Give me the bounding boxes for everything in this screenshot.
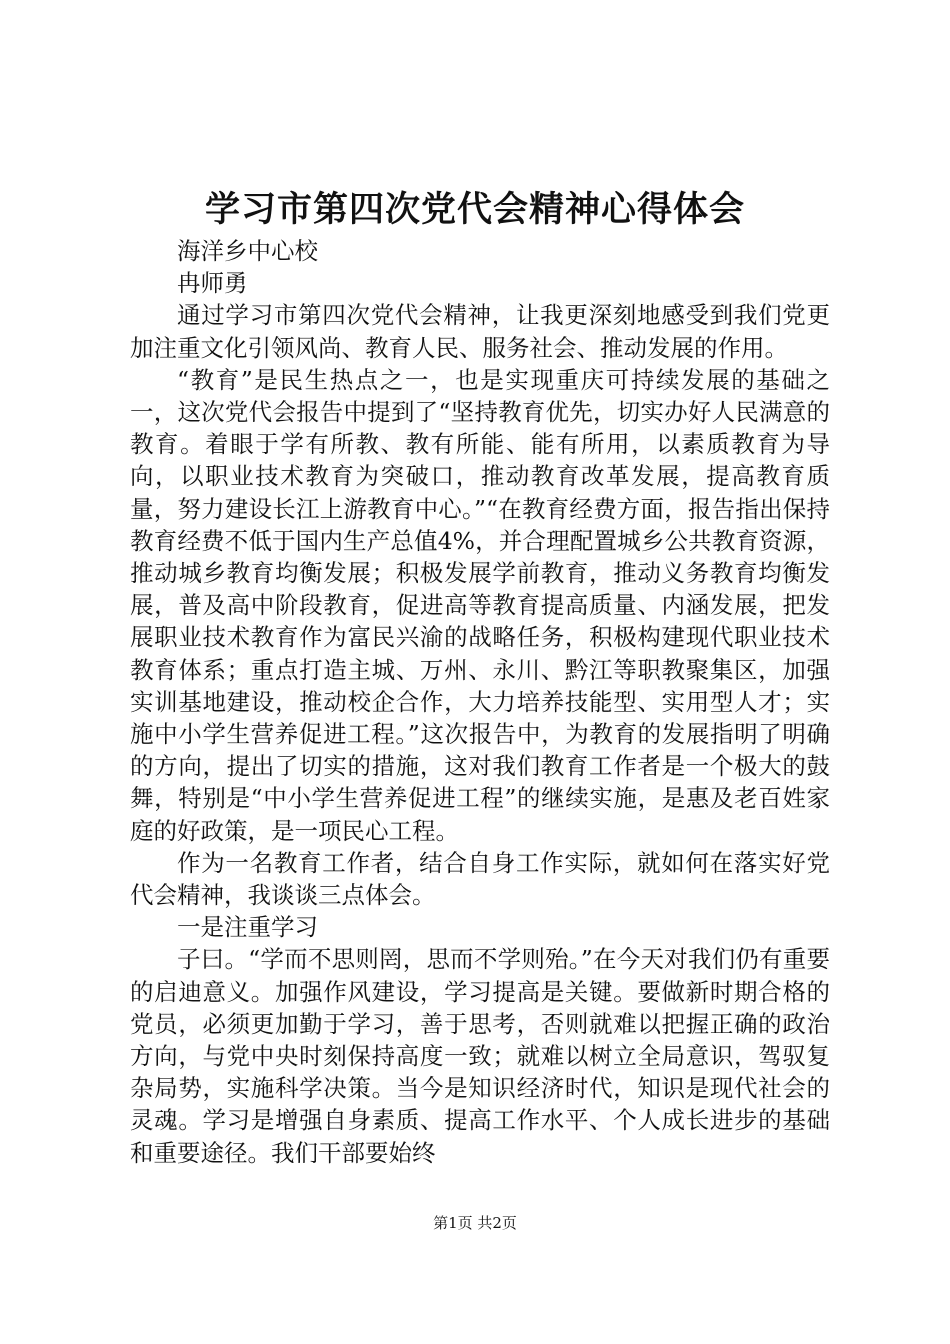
page-footer: 第1页 共2页 xyxy=(433,1214,517,1232)
author-name: 冉师勇 xyxy=(177,269,248,298)
paragraph-4: 子曰。“学而不思则罔，思而不学则殆。”在今天对我们仍有重要的启迪意义。加强作风建设，学习提高是关键。要做新时期合格的党员，必须更加勤于学习，善于思考，否则就难以把握正确的政治方向，与党中央时刻保持高度一致；就难以树立全局意识，驾驭复杂局势，实施科学决策。当今是知识经济时代，知识是现代社会的灵魂。学习是增强自身素质、提高工作水平、个人成长进步的基础和重要途径。我们干部要始终 xyxy=(130,945,830,1167)
document-body xyxy=(130,205,830,1169)
section-heading-1: 一是注重学习 xyxy=(177,913,318,942)
paragraph-3: 作为一名教育工作者，结合自身工作实际，就如何在落实好党代会精神，我谈谈三点体会。 xyxy=(130,848,830,910)
school-name: 海洋乡中心校 xyxy=(177,237,318,265)
paragraph-2: “教育”是民生热点之一，也是实现重庆可持续发展的基础之一，这次党代会报告中提到了“坚持教育优先，切实办好人民满意的教育。着眼于学有所教、教有所能、能有所用，以素质教育为导向，以职业技术教育为突破口，推动教育改革发展，提高教育质量，努力建设长江上游教育中心。”“在教育经费方面，报告指出保持教育经费不低于国内生产总值4%，并合理配置城乡公共教育资源，推动城乡教育均衡发展；积极发展学前教育，推动义务教育均衡发展，普及高中阶段教育，促进高等教育提高质量、内涵发展，把发展职业技术教育作为富民兴渝的战略任务，积极构建现代职业技术教育体系；重点打造主城、万州、永川、黔江等职教聚集区，加强实训基地建设，推动校企合作，大力培养技能型、实用型人才；实施中小学生营养促进工程。”这次报告中，为教育的发展指明了明确的方向，提出了切实的措施，这对我们教育工作者是一个极大的鼓舞，特别是“中小学生营养促进工程”的继续实施，是惠及老百姓家庭的好政策，是一项民心工程。 xyxy=(130,365,830,845)
paragraph-1: 通过学习市第四次党代会精神，让我更深刻地感受到我们党更加注重文化引领风尚、教育人民、服务社会、推动发展的作用。 xyxy=(130,301,830,362)
document-title: 学习市第四次党代会精神心得体会 xyxy=(204,189,745,230)
